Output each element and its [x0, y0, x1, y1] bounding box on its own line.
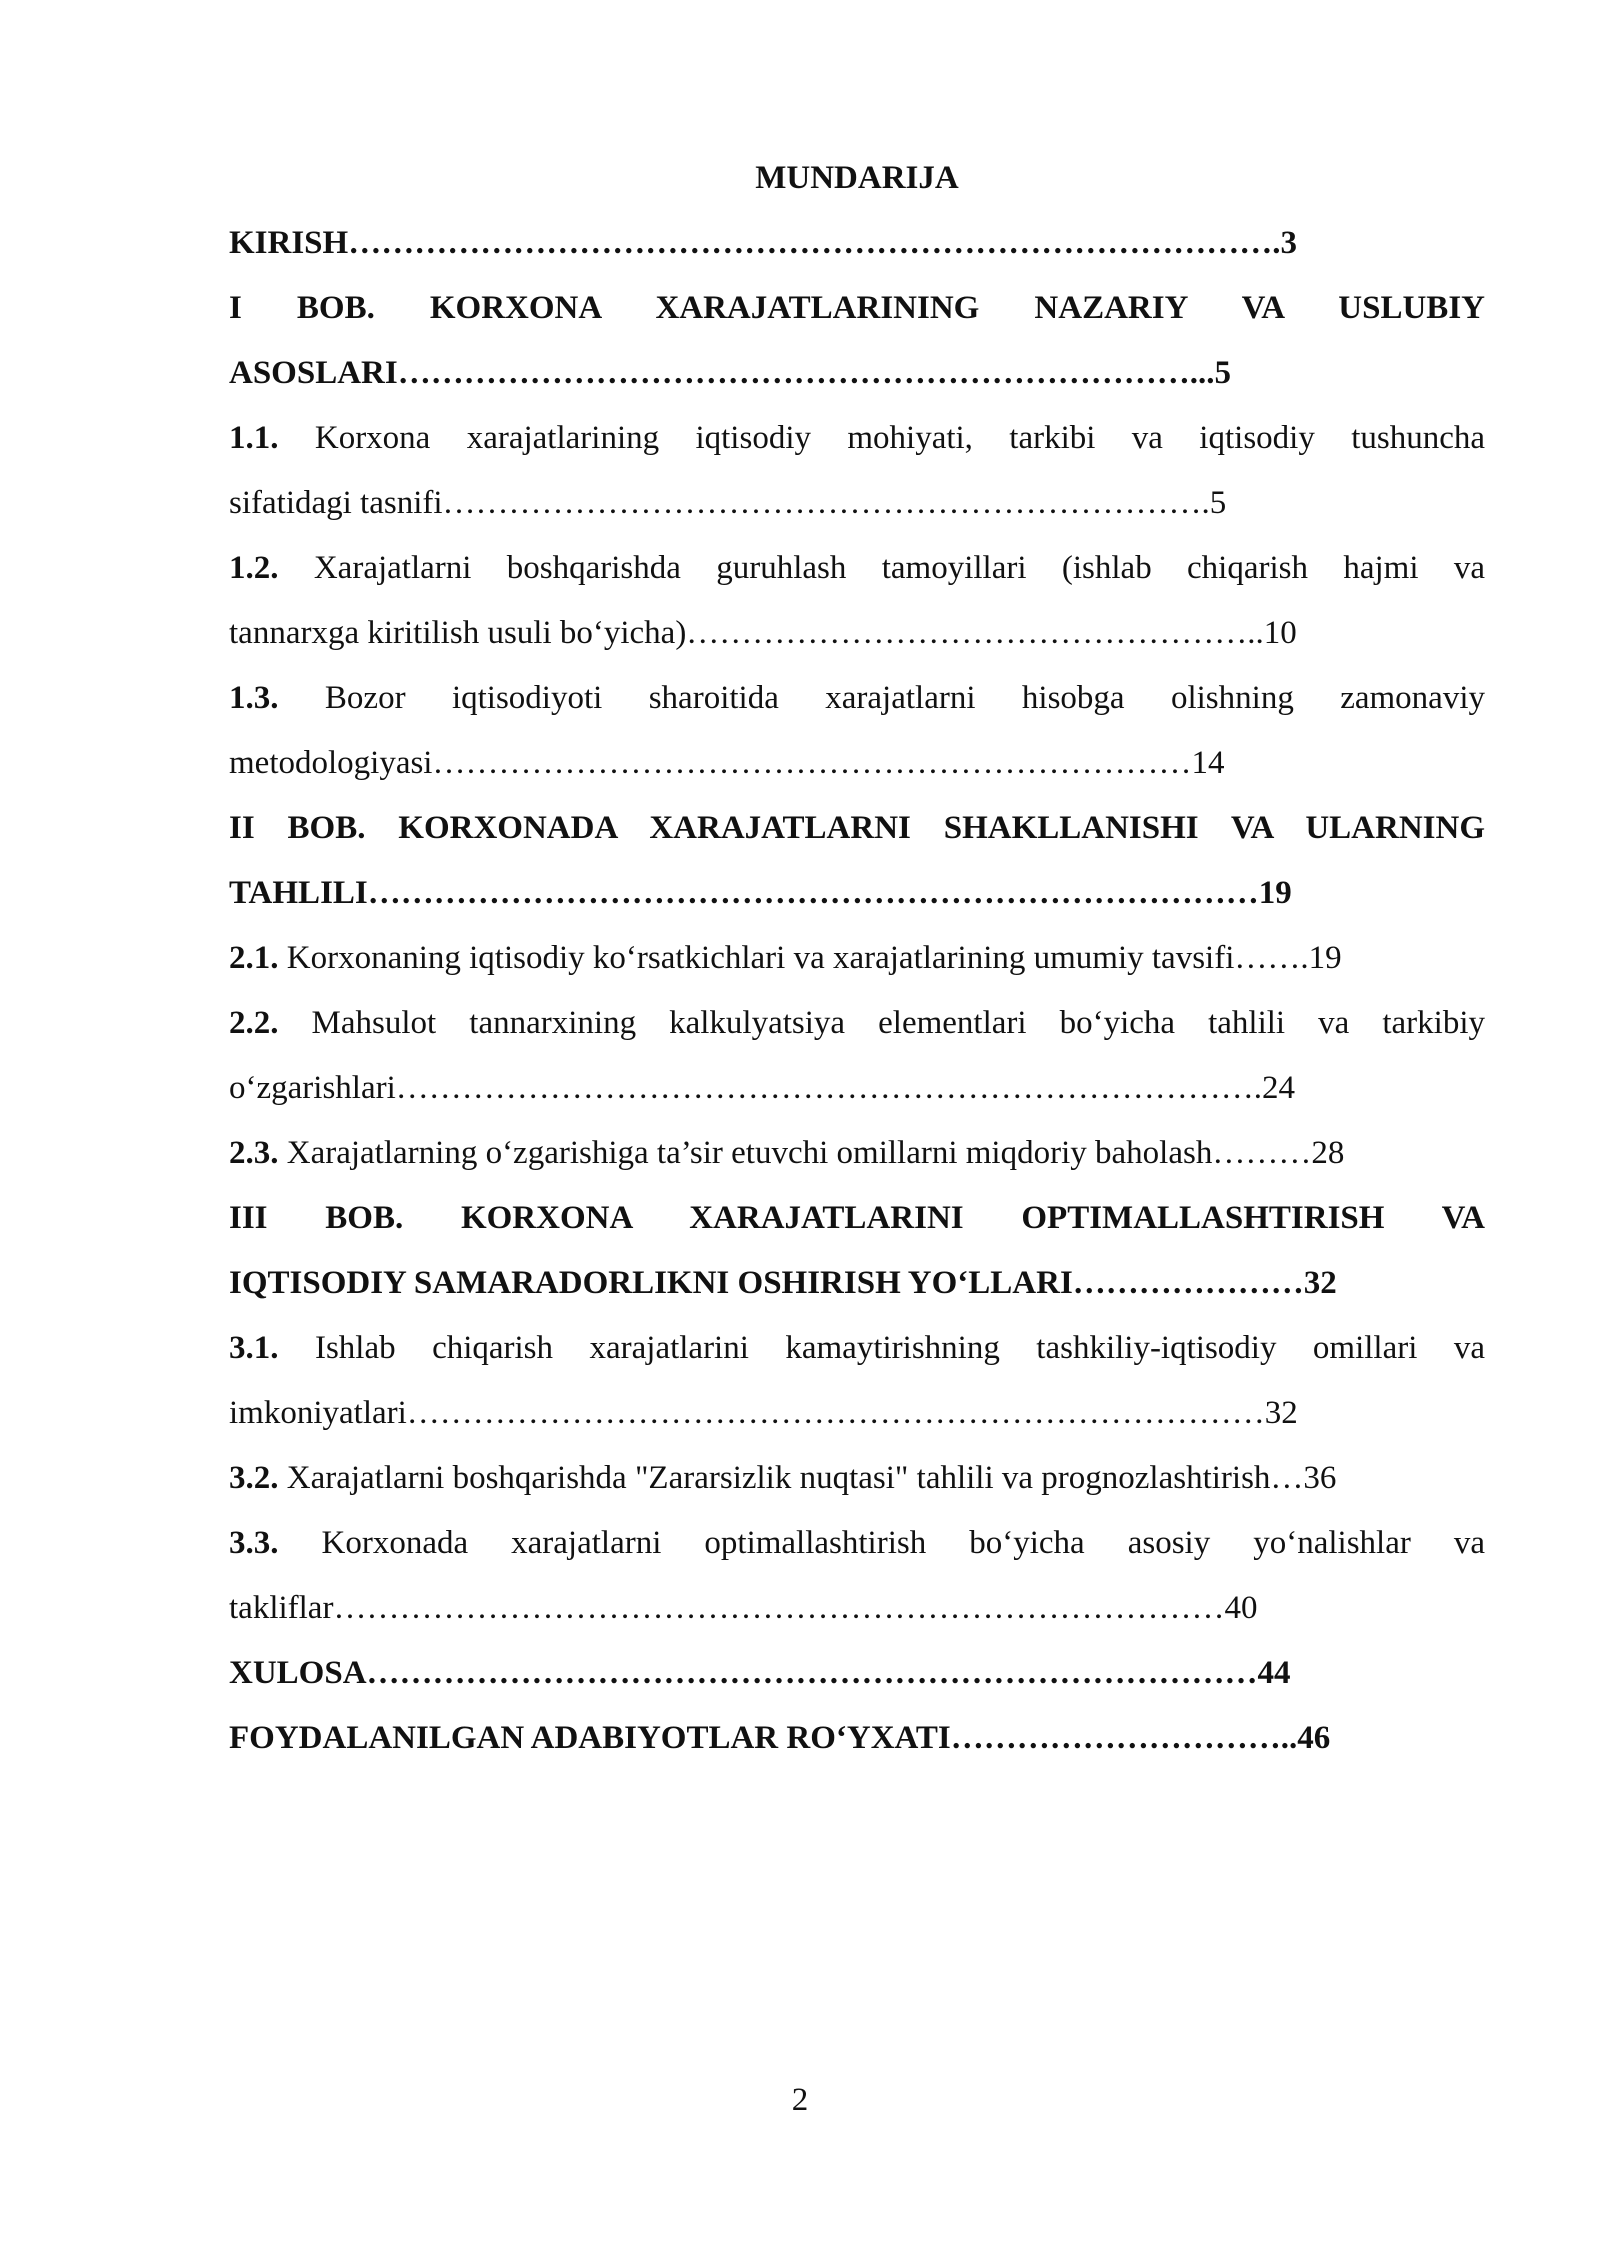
page-number: 2: [791, 2082, 809, 2118]
toc-entry-line: [229, 1056, 1485, 1121]
toc-entry-text: Bozor iqtisodiyoti sharoitida xarajatlarni hisobga olishning zamonaviy: [278, 680, 1485, 716]
toc-entry-number: 3.2.: [229, 1460, 279, 1496]
toc-entry-number: 3.3.: [229, 1525, 279, 1561]
toc-entry-text: KIRISH………………………………………………………………………….3: [229, 225, 1297, 261]
toc-entry-number: 1.1.: [229, 420, 279, 456]
table-of-contents: [229, 146, 1485, 1771]
toc-entry-text: XULOSA………………………………………………………………………44: [229, 1655, 1291, 1691]
toc-entry-text: ASOSLARI………………………………………………………………...5: [229, 355, 1231, 391]
toc-entry-text: Korxonaning iqtisodiy ko‘rsatkichlari va xarajatlarining umumiy tavsifi…….19: [278, 940, 1342, 976]
toc-entries: [229, 211, 1485, 1771]
toc-entry-line: [229, 1316, 1485, 1381]
toc-entry-line: [229, 1186, 1485, 1251]
toc-entry-number: 1.2.: [229, 550, 279, 586]
toc-entry-line: [229, 666, 1485, 731]
toc-entry-line: [229, 731, 1485, 796]
toc-entry-line: [229, 211, 1485, 276]
toc-entry-line: [229, 1641, 1485, 1706]
toc-entry-line: [229, 1576, 1485, 1641]
toc-entry-text: Korxonada xarajatlarni optimallashtirish bo‘yicha asosiy yo‘nalishlar va: [278, 1525, 1485, 1561]
toc-entry-text: Mahsulot tannarxining kalkulyatsiya elementlari bo‘yicha tahlili va tarkibiy: [278, 1005, 1485, 1041]
toc-title: MUNDARIJA: [755, 160, 959, 196]
toc-entry-number: 1.3.: [229, 680, 279, 716]
toc-entry-line: [229, 1381, 1485, 1446]
toc-entry-line: [229, 1446, 1485, 1511]
toc-entry-text: metodologiyasi……………………………………………………………14: [229, 745, 1225, 781]
toc-entry-text: o‘zgarishlari…………………………………………………………………….24: [229, 1070, 1296, 1106]
toc-entry-line: [229, 406, 1485, 471]
toc-entry-line: [229, 991, 1485, 1056]
toc-entry-line: [229, 1511, 1485, 1576]
toc-entry-text: takliflar………………………………………………………………………40: [229, 1590, 1258, 1626]
toc-entry-line: [229, 861, 1485, 926]
toc-entry-text: sifatidagi tasnifi…………………………………………………………….5: [229, 485, 1227, 521]
toc-entry-text: II BOB. KORXONADA XARAJATLARNI SHAKLLANISHI VA ULARNING: [229, 810, 1485, 846]
toc-entry-number: 2.1.: [229, 940, 279, 976]
toc-entry-text: FOYDALANILGAN ADABIYOTLAR RO‘YXATI…………………………..46: [229, 1720, 1331, 1756]
toc-entry-text: Xarajatlarning o‘zgarishiga ta’sir etuvchi omillarni miqdoriy baholash………28: [278, 1135, 1345, 1171]
toc-entry-text: Korxona xarajatlarining iqtisodiy mohiyati, tarkibi va iqtisodiy tushuncha: [278, 420, 1485, 456]
toc-entry-text: Ishlab chiqarish xarajatlarini kamaytirishning tashkiliy-iqtisodiy omillari va: [278, 1330, 1485, 1366]
toc-entry-text: Xarajatlarni boshqarishda "Zararsizlik nuqtasi" tahlili va prognozlashtirish…36: [278, 1460, 1337, 1496]
toc-entry-line: [229, 1121, 1485, 1186]
toc-entry-text: imkoniyatlari……………………………………………………………………32: [229, 1395, 1298, 1431]
toc-entry-text: I BOB. KORXONA XARAJATLARINING NAZARIY VA USLUBIY: [229, 290, 1485, 326]
toc-entry-line: [229, 536, 1485, 601]
toc-entry-line: [229, 341, 1485, 406]
toc-entry-text: IQTISODIY SAMARADORLIKNI OSHIRISH YO‘LLARI…………………32: [229, 1265, 1337, 1301]
toc-entry-line: [229, 601, 1485, 666]
toc-entry-number: 2.3.: [229, 1135, 279, 1171]
toc-entry-line: [229, 1251, 1485, 1316]
toc-entry-text: TAHLILI………………………………………………………………………19: [229, 875, 1292, 911]
toc-entry-text: tannarxga kiritilish usuli bo‘yicha)……………………………………………..10: [229, 615, 1297, 651]
toc-entry-line: [229, 796, 1485, 861]
toc-entry-line: [229, 471, 1485, 536]
toc-entry-number: 2.2.: [229, 1005, 279, 1041]
toc-entry-number: 3.1.: [229, 1330, 279, 1366]
toc-entry-text: Xarajatlarni boshqarishda guruhlash tamoyillari (ishlab chiqarish hajmi va: [278, 550, 1485, 586]
toc-entry-line: [229, 1706, 1485, 1771]
toc-entry-text: III BOB. KORXONA XARAJATLARINI OPTIMALLASHTIRISH VA: [229, 1200, 1485, 1236]
toc-entry-line: [229, 276, 1485, 341]
toc-entry-line: [229, 926, 1485, 991]
